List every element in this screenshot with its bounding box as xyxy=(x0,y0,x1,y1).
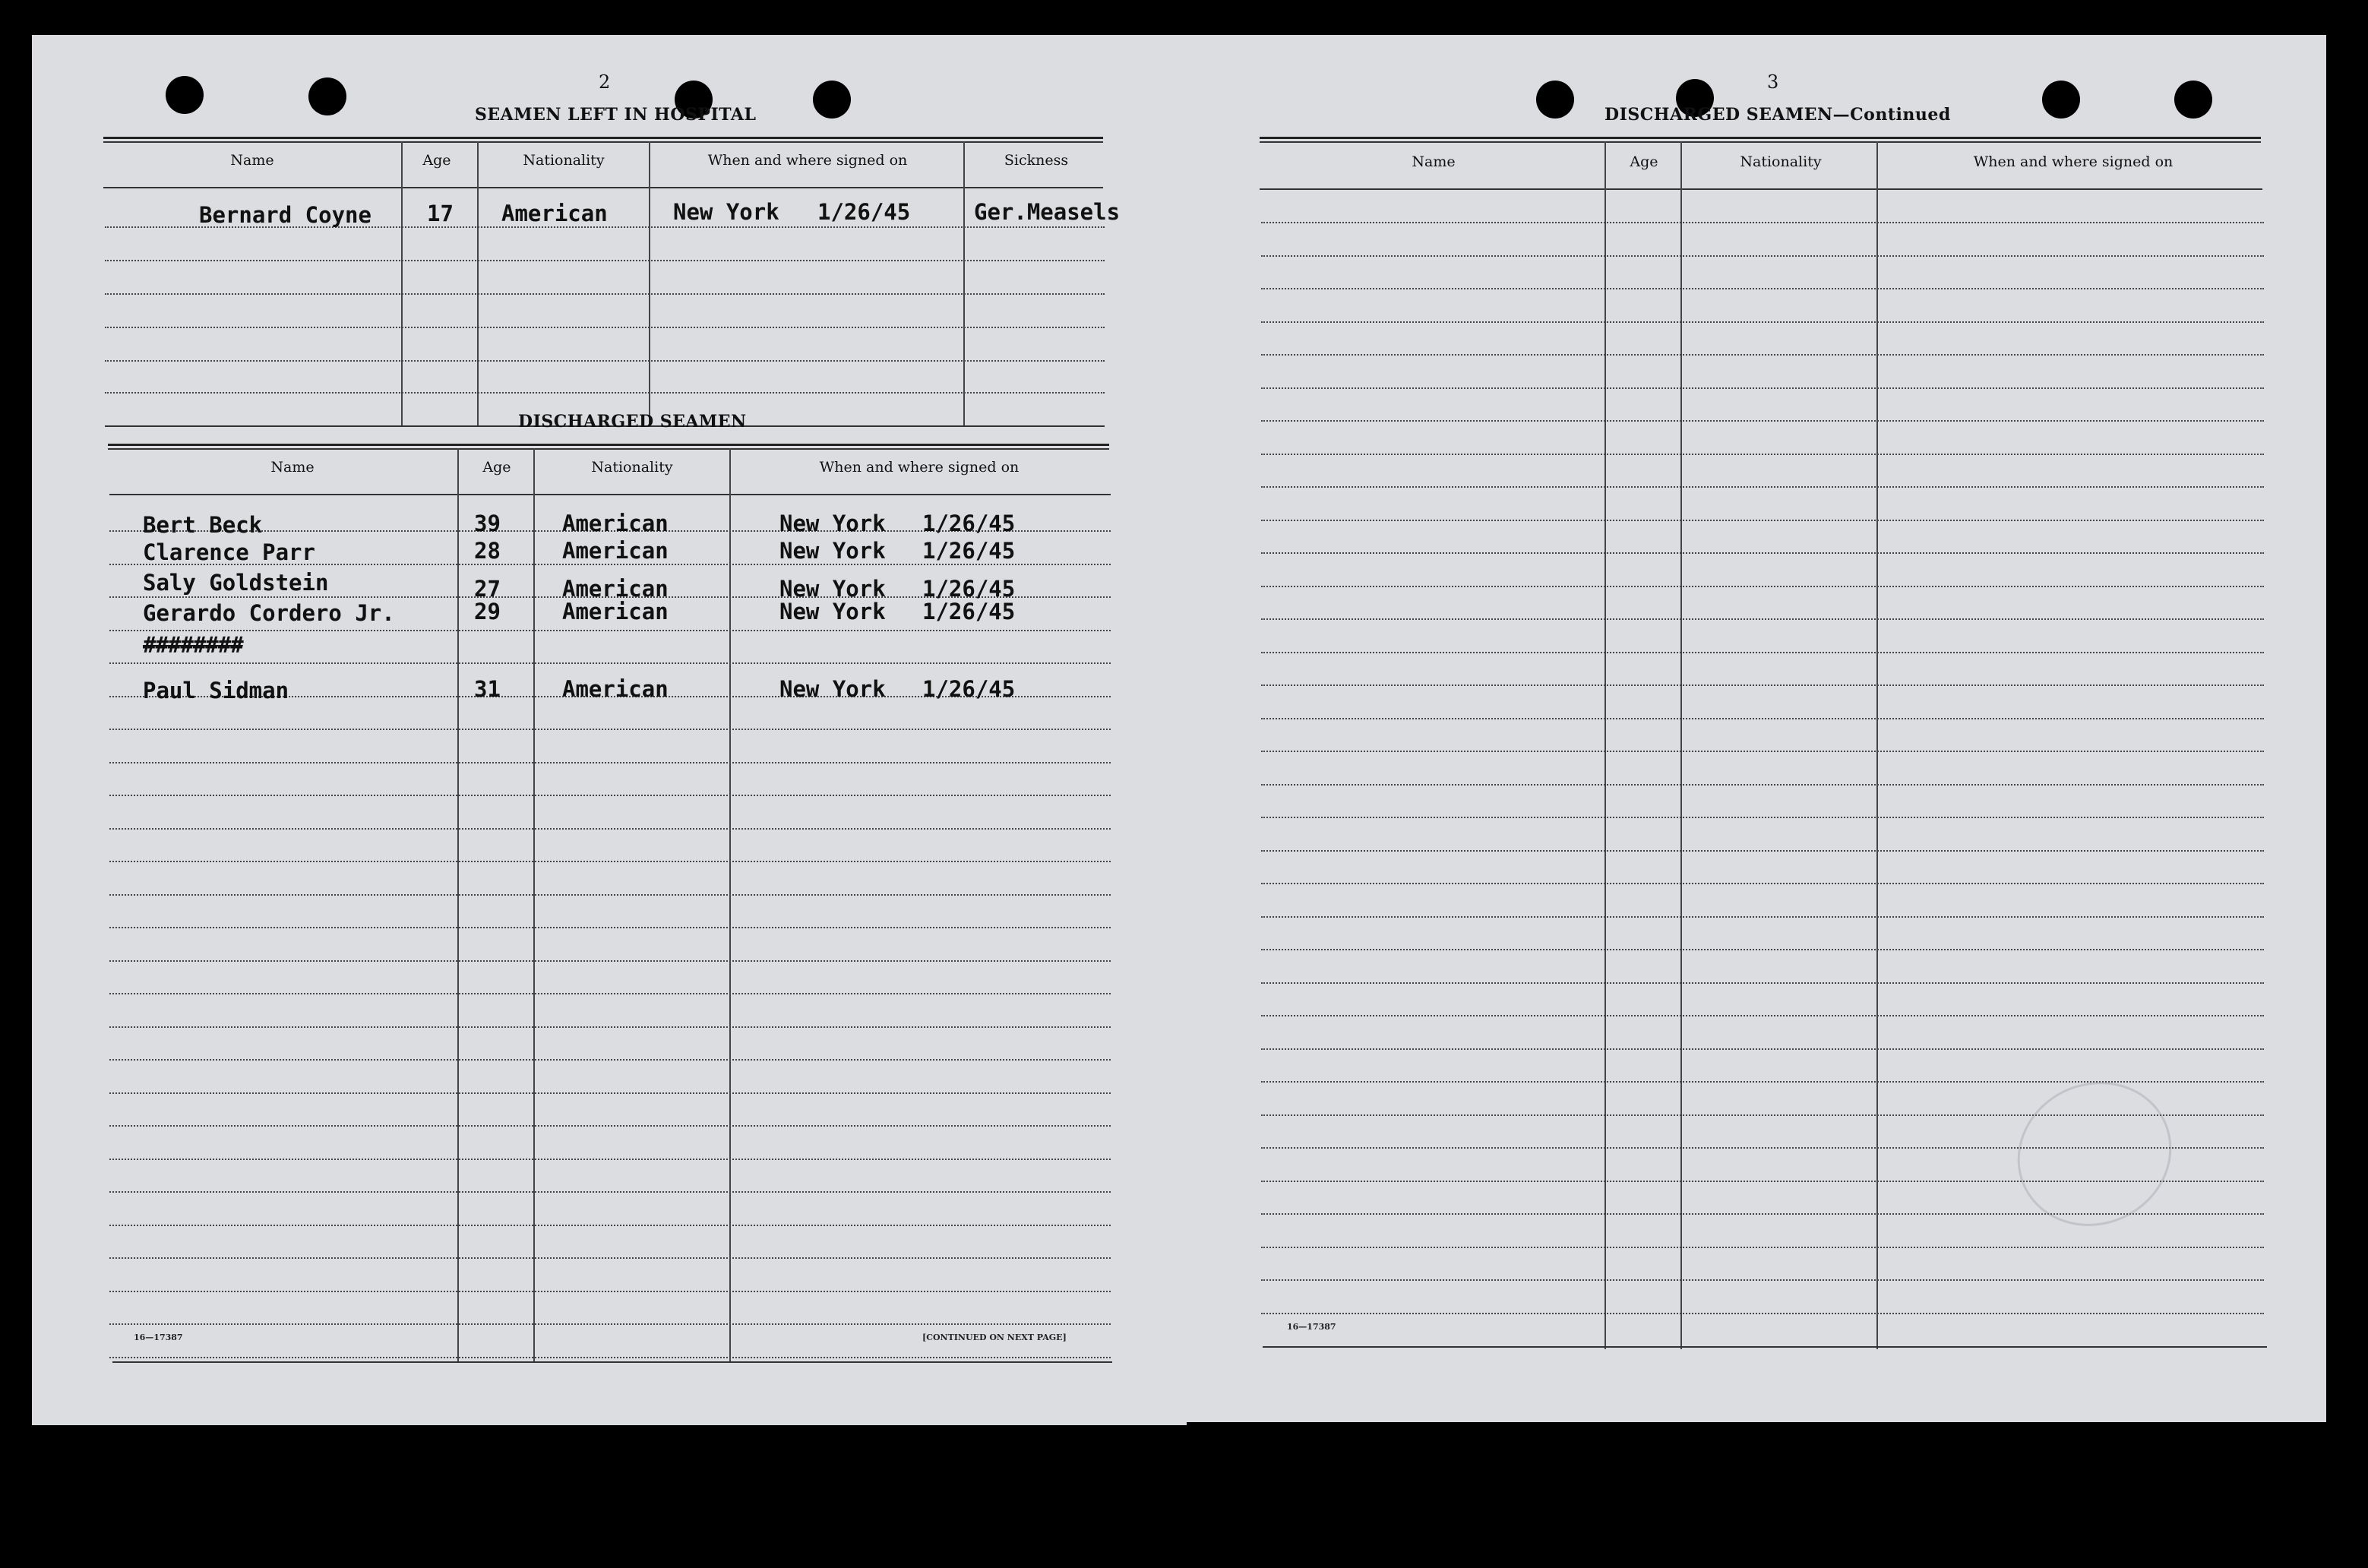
dotted-rule xyxy=(109,960,1111,962)
dotted-rule xyxy=(109,1291,1111,1292)
hospital-date: 1/26/45 xyxy=(817,199,911,225)
dotted-rule xyxy=(1261,751,2264,752)
dotted-rule xyxy=(1261,817,2264,818)
col-header-age: Age xyxy=(1630,153,1658,170)
hospital-section-title: SEAMEN LEFT IN HOSPITAL xyxy=(475,105,757,125)
discharged-place: New York xyxy=(779,576,886,602)
punch-hole xyxy=(813,81,851,119)
dotted-rule xyxy=(109,1357,1111,1358)
form-number: 16—17387 xyxy=(134,1332,183,1342)
dotted-rule xyxy=(1261,784,2264,786)
dotted-rule xyxy=(105,360,1105,362)
col-header-name: Name xyxy=(270,459,315,476)
dotted-rule xyxy=(1261,850,2264,852)
col-header-nationality: Nationality xyxy=(591,459,673,476)
rule xyxy=(1260,137,2261,139)
dotted-rule xyxy=(1261,552,2264,554)
column-divider xyxy=(1604,141,1606,1349)
dotted-rule xyxy=(1261,255,2264,257)
dotted-rule xyxy=(1261,684,2264,686)
col-header-signed-on: When and where signed on xyxy=(1973,153,2174,170)
dotted-rule xyxy=(109,662,1111,664)
right-section-title xyxy=(1604,105,1951,125)
dotted-rule xyxy=(1261,949,2264,950)
discharged-name: Paul Sidman xyxy=(143,678,289,703)
discharged-date: 1/26/45 xyxy=(922,676,1016,702)
faint-stamp xyxy=(1993,1057,2195,1251)
discharged-age: 31 xyxy=(474,676,501,702)
discharged-section-title: DISCHARGED SEAMEN xyxy=(518,412,747,432)
discharged-age: 28 xyxy=(474,538,501,564)
punch-hole xyxy=(1536,81,1574,119)
form-number: 16—17387 xyxy=(1287,1322,1336,1332)
dotted-rule xyxy=(1261,454,2264,455)
rule xyxy=(108,448,1109,450)
discharged-nationality: American xyxy=(562,538,669,564)
punch-hole xyxy=(166,76,204,114)
discharged-place: New York xyxy=(779,538,886,564)
rule xyxy=(103,141,1103,143)
column-divider xyxy=(1680,141,1682,1349)
rule xyxy=(1260,188,2262,190)
page-number: 3 xyxy=(1767,71,1779,93)
col-header-nationality: Nationality xyxy=(1740,153,1822,170)
dotted-rule xyxy=(109,729,1111,730)
discharged-date: 1/26/45 xyxy=(922,576,1016,602)
dotted-rule xyxy=(1261,1279,2264,1281)
col-header-name: Name xyxy=(230,152,274,169)
dotted-rule xyxy=(109,762,1111,763)
discharged-date: 1/26/45 xyxy=(922,538,1016,564)
discharged-age: 27 xyxy=(474,576,501,602)
column-divider xyxy=(649,141,650,427)
dotted-rule xyxy=(109,1323,1111,1325)
discharged-name: Saly Goldstein xyxy=(143,570,329,596)
dotted-rule xyxy=(109,1159,1111,1160)
col-header-signed-on: When and where signed on xyxy=(707,152,908,169)
dotted-rule xyxy=(1261,1313,2264,1314)
dotted-rule xyxy=(105,293,1105,295)
dotted-rule xyxy=(1261,520,2264,521)
dotted-rule xyxy=(109,630,1111,631)
dotted-rule xyxy=(1261,288,2264,289)
rule xyxy=(103,137,1103,139)
dotted-rule xyxy=(109,1191,1111,1193)
dotted-rule xyxy=(1261,321,2264,323)
rule xyxy=(108,444,1109,446)
rule xyxy=(109,494,1111,495)
dotted-rule xyxy=(109,894,1111,896)
dotted-rule xyxy=(109,795,1111,796)
discharged-name: Gerardo Cordero Jr. xyxy=(143,600,395,626)
discharged-place: New York xyxy=(779,676,886,702)
dotted-rule xyxy=(1261,1015,2264,1016)
dotted-rule xyxy=(1261,1247,2264,1248)
column-divider xyxy=(477,141,479,427)
left-page xyxy=(32,35,1187,1425)
dotted-rule xyxy=(1261,387,2264,389)
dotted-rule xyxy=(109,1125,1111,1127)
discharged-age: 39 xyxy=(474,511,501,536)
dotted-rule xyxy=(1261,1048,2264,1050)
dotted-rule xyxy=(1261,420,2264,422)
discharged-date: 1/26/45 xyxy=(922,599,1016,624)
hospital-sickness: Ger.Measels xyxy=(974,199,1121,225)
dotted-rule xyxy=(105,260,1105,261)
title-main: DISCHARGED SEAMEN xyxy=(1604,105,1833,125)
dotted-rule xyxy=(1261,354,2264,356)
dotted-rule xyxy=(1261,883,2264,884)
punch-hole xyxy=(2174,81,2212,119)
col-header-nationality: Nationality xyxy=(523,152,605,169)
discharged-nationality: American xyxy=(562,576,669,602)
column-divider xyxy=(1876,141,1878,1349)
dotted-rule xyxy=(105,327,1105,328)
dotted-rule xyxy=(109,828,1111,830)
hospital-name: Bernard Coyne xyxy=(199,202,371,228)
dotted-rule xyxy=(109,993,1111,994)
dotted-rule xyxy=(109,927,1111,928)
dotted-rule xyxy=(109,861,1111,862)
dotted-rule xyxy=(1261,652,2264,653)
right-page xyxy=(1181,35,2326,1422)
dotted-rule xyxy=(109,1092,1111,1094)
discharged-age: 29 xyxy=(474,599,501,624)
col-header-name: Name xyxy=(1412,153,1456,170)
col-header-age: Age xyxy=(422,152,451,169)
struck-out-entry: ######## xyxy=(143,632,243,658)
column-divider xyxy=(401,141,403,427)
punch-hole xyxy=(308,77,346,115)
rule xyxy=(1260,141,2261,143)
discharged-nationality: American xyxy=(562,676,669,702)
discharged-place: New York xyxy=(779,599,886,624)
discharged-place: New York xyxy=(779,511,886,536)
dotted-rule xyxy=(1261,486,2264,488)
rule xyxy=(112,1361,1112,1363)
discharged-nationality: American xyxy=(562,511,669,536)
col-header-age: Age xyxy=(482,459,511,476)
dotted-rule xyxy=(109,1059,1111,1061)
dotted-rule xyxy=(109,1257,1111,1259)
discharged-name: Bert Beck xyxy=(143,512,263,538)
column-divider xyxy=(963,141,965,427)
discharged-name: Clarence Parr xyxy=(143,539,315,565)
dotted-rule xyxy=(109,1225,1111,1226)
dotted-rule xyxy=(1261,222,2264,223)
dotted-rule xyxy=(1261,982,2264,984)
continued-note: [CONTINUED ON NEXT PAGE] xyxy=(922,1332,1067,1342)
discharged-nationality: American xyxy=(562,599,669,624)
rule xyxy=(103,187,1103,188)
discharged-date: 1/26/45 xyxy=(922,511,1016,536)
dotted-rule xyxy=(1261,586,2264,587)
page-number: 2 xyxy=(599,71,611,93)
dotted-rule xyxy=(105,392,1105,394)
punch-hole xyxy=(2042,81,2080,119)
col-header-signed-on: When and where signed on xyxy=(819,459,1020,476)
dotted-rule xyxy=(1261,916,2264,918)
col-header-sickness: Sickness xyxy=(1004,152,1069,169)
title-continued: —Continued xyxy=(1832,105,1951,125)
hospital-nationality: American xyxy=(501,201,608,226)
dotted-rule xyxy=(109,1026,1111,1028)
dotted-rule xyxy=(1261,618,2264,620)
hospital-place: New York xyxy=(673,199,779,225)
rule xyxy=(1263,1346,2267,1348)
dotted-rule xyxy=(1261,718,2264,719)
hospital-age: 17 xyxy=(427,201,454,226)
